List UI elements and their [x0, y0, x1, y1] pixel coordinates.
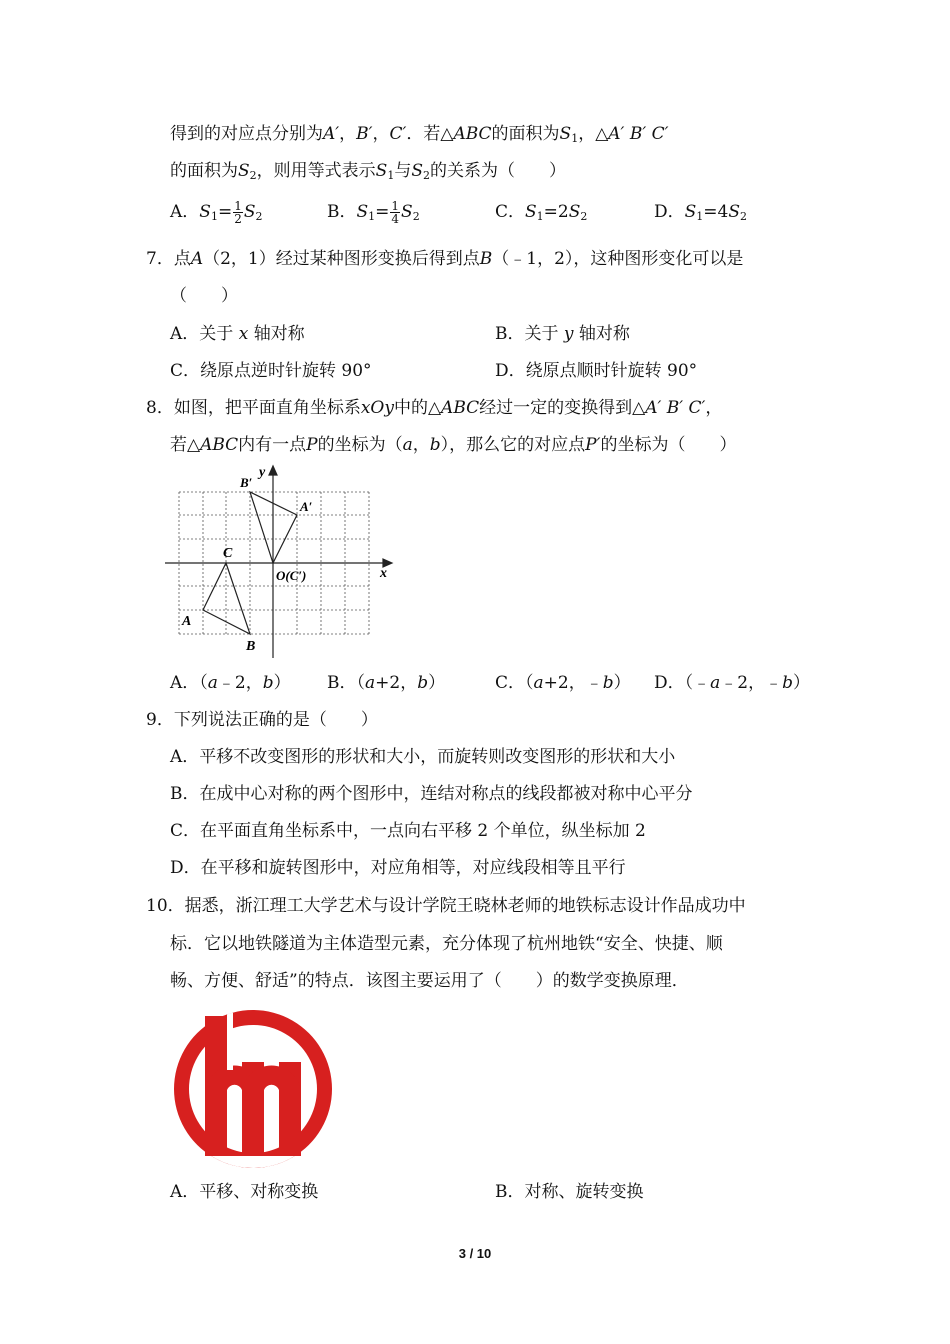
q8-stem-line-2: 若△ABC内有一点P的坐标为（a，b），那么它的对应点P′的坐标为（ ）: [170, 435, 737, 455]
q6-option-d: D．$S_1=4S_2$: [654, 202, 748, 223]
q10-option-a: A．平移、对称变换: [170, 1182, 319, 1202]
q8-coordinate-figure: [160, 460, 400, 660]
q7-stem-line-2: （ ）: [170, 286, 238, 306]
metro-logo-icon: [172, 1008, 334, 1170]
point-a-prime-label: A′: [300, 499, 313, 514]
q9-stem: 9．下列说法正确的是（ ）: [146, 710, 378, 730]
q7-option-b: B．关于 y 轴对称: [495, 324, 630, 344]
q8-option-b: B．（a+2，b）: [327, 673, 446, 693]
fraction-one-quarter: $\frac{1}{4}$: [391, 199, 400, 226]
q9-option-a: A．平移不改变图形的形状和大小，而旋转则改变图形的形状和大小: [170, 747, 676, 767]
triangle-abc: [203, 563, 250, 634]
q7-stem-line-1: 7．点A（2，1）经过某种图形变换后得到点B（﹣1，2），这种图形变化可以是: [146, 249, 744, 269]
y-axis-label: y: [259, 465, 266, 480]
q9-option-b: B．在成中心对称的两个图形中，连结对称点的线段都被对称中心平分: [170, 784, 693, 804]
q8-option-d: D．（﹣a﹣2，﹣b）: [654, 673, 810, 693]
point-c-label: C: [223, 546, 233, 561]
q8-stem-line-1: 8．如图，把平面直角坐标系xOy中的△ABC经过一定的变换得到△A′ B′ C′，: [146, 398, 723, 418]
q7-option-c: C．绕原点逆时针旋转 90°: [170, 361, 372, 381]
q6-option-c: C．$S_1=2S_2$: [495, 202, 588, 223]
q8-option-c: C．（a+2，﹣b）: [495, 673, 631, 693]
q7-option-d: D．绕原点顺时针旋转 90°: [495, 361, 698, 381]
q10-stem-line-2: 标．它以地铁隧道为主体造型元素，充分体现了杭州地铁“安全、快捷、顺: [170, 934, 723, 954]
page-number: 3 / 10: [458, 1246, 492, 1261]
q10-stem-line-3: 畅、方便、舒适”的特点．该图主要运用了（ ）的数学变换原理．: [170, 971, 689, 991]
q6-option-a: A．$S_1=$ $\frac{1}{2}$ $S_2$: [170, 199, 263, 226]
q8-option-a: A．（a﹣2，b）: [170, 673, 291, 693]
q9-option-d: D．在平移和旋转图形中，对应角相等，对应线段相等且平行: [170, 858, 626, 878]
q6-option-b: B．$S_1=$ $\frac{1}{4}$ $S_2$: [327, 199, 420, 226]
q9-option-c: C．在平面直角坐标系中，一点向右平移 2 个单位，纵坐标加 2: [170, 821, 646, 841]
fraction-one-half: $\frac{1}{2}$: [234, 199, 242, 226]
axes: [165, 466, 392, 658]
point-a-label: A: [182, 614, 192, 629]
q10-stem-line-1: 10．据悉，浙江理工大学艺术与设计学院王晓林老师的地铁标志设计作品成功中: [146, 896, 746, 916]
q7-option-a: A．关于 x 轴对称: [170, 324, 305, 344]
q6-line-1: 得到的对应点分别为A′，B′，C′．若△ABC的面积为$S_1$，△A′ B′ C′: [170, 124, 669, 145]
q6-line-2: 的面积为$S_2$，则用等式表示$S_1$与$S_2$的关系为（ ）: [170, 161, 566, 182]
point-b-label: B: [246, 639, 256, 654]
q10-option-b: B．对称、旋转变换: [495, 1182, 644, 1202]
point-b-prime-label: B′: [240, 475, 253, 490]
origin-label: O(C′): [276, 568, 307, 583]
x-axis-label: x: [380, 566, 387, 581]
